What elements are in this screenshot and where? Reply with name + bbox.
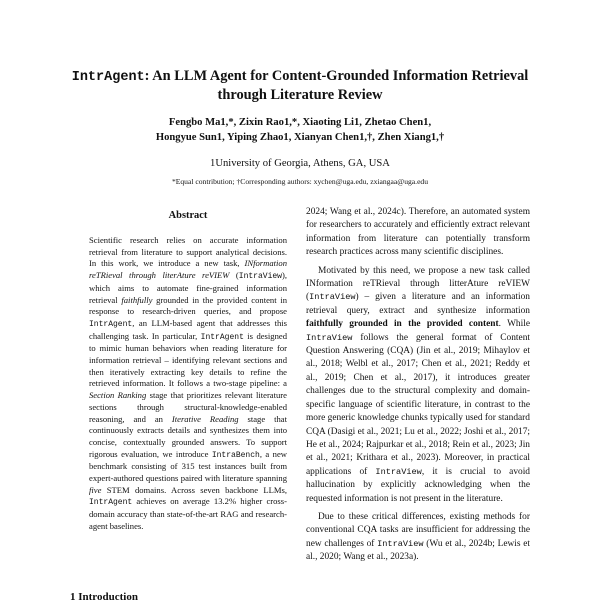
abstract-text: stage that prioritizes relevant literature sections through structural-knowledge-enabled reasoning, and an [89,390,287,424]
abstract-heading: Abstract [168,210,208,221]
abstract-text: , a new benchmark consisting of 315 test instances built from expert-authored questions paired with literature spanning [89,448,288,484]
introduction-heading: 1 Introduction [70,591,138,603]
abstract-text: grounded in the provided content in response to research-driven queries, and propose [89,294,288,317]
affiliation: 1University of Georgia, Athens, GA, USA [210,158,390,169]
abstract-text: ( [229,270,239,281]
intro-bold-phrase: faithfully grounded in the provided content [306,319,499,330]
abstract-intraview: IntraView [238,272,282,282]
abstract-text: Scientific research relies on accurate information retrieval from literature to support analytical decisions. In this work, we introduce a new task, [89,235,287,269]
intro-intraview: IntraView [306,332,353,343]
abstract-text: ), which aims to automate fine-grained information retrieval [89,270,287,305]
intro-text: . While [498,319,530,330]
title-line2: through Literature Review [217,86,383,103]
abstract-text: stage that continuously extracts details and synthesizes them into concise, contextually grounded answers. To support rigorous evaluation, we introduce [89,413,287,459]
intro-intraview: IntraView [377,538,424,549]
abstract-iterative-reading: Iterative Reading [171,413,239,424]
paper-title [40,68,560,104]
intro-text: Motivated by this need, we propose a new task called INformation reTRieval through litterAture reVIEW ( [306,265,530,303]
intro-paragraph-2 [306,265,530,506]
author-list [40,115,560,145]
abstract-intragent: IntrAgent [89,319,133,329]
intro-intraview: IntraView [309,292,356,303]
contribution-note: *Equal contribution; †Corresponding authors: xychen@uga.edu, zxiangaa@uga.edu [171,177,429,186]
abstract-text: achieves on average 13.2% higher cross-domain accuracy than state-of-the-art RAG and research-agent baselines. [89,496,287,531]
title-agent-name: IntrAgent [71,70,145,85]
abstract-section-ranking: Section Ranking [89,390,147,401]
abstract-five: five [89,484,102,495]
intro-text: (Wu et al., 2024b; Lewis et al., 2020; Wang et al., 2023a). [306,538,530,563]
abstract-intragent: IntrAgent [89,498,133,508]
intro-text: Due to these critical differences, existing methods for conventional CQA tasks are insufficient for addressing the new challenges of [306,511,530,549]
abstract-intragent: IntrAgent [200,332,244,342]
title-line1: : An LLM Agent for Content-Grounded Information Retrieval [144,68,529,84]
author-line-1: Fengbo Ma1,*, Zixin Rao1,*, Xiaoting Li1, Zhetao Chen1, [168,117,432,128]
intro-paragraph-1: 2024; Wang et al., 2024c). Therefore, an automated system for researchers to accurately and efficiently extract relevant information from literature can potentially transform research practices across many scientific disciplines. [306,207,530,258]
intro-paragraph-3 [306,511,530,565]
abstract-body [89,235,287,533]
intro-intraview: IntraView [375,466,422,477]
intro-text: , it is crucial to avoid hallucination by explicitly acknowledging when the requested information is not present in the literature. [306,466,530,504]
abstract-text: , an LLM-based agent that addresses this challenging task. In particular, [89,317,287,341]
intro-text: follows the general format of Content Question Answering (CQA) (Jin et al., 2019; Mihaylov et al., 2018; Welbl et al., 2017; Chen et al., 2021; Reddy et al., 2019; Chen et al., 2017), it introduces greater challenges due to the structural complexity and domain-specific language of scientific literature, in contrast to the more generic knowledge chunks typically used for standard CQA (Dasigi et al., 2021; Lu et al., 2022; Joshi et al., 2017; He et al., 2024; Rajpurkar et al., 2018; Rein et al., 2023; Jin et al., 2021; Krithara et al., 2023). Moreover, in practical applications of [306,332,530,477]
author-line-2: Hongyue Sun1, Yiping Zhao1, Xianyan Chen1,†, Zhen Xiang1,† [155,132,445,143]
intro-body [306,206,530,565]
abstract-task-name: INformation reTRieval through literAture reVIEW [89,258,287,281]
abstract-text: is designed to mimic human behaviors when reading literature for information retrieval – identifying relevant sections and then iteratively extracting key details to refine the retrieved information. It follows a two-stage pipeline: a [89,330,287,389]
abstract-text: STEM domains. Across seven backbone LLMs, [101,484,287,495]
abstract-faithfully: faithfully [121,294,153,305]
abstract-intrabench: IntraBench [211,450,260,460]
intro-text: ) – given a literature and an information retrieval query, extract and synthesize information [306,292,530,316]
